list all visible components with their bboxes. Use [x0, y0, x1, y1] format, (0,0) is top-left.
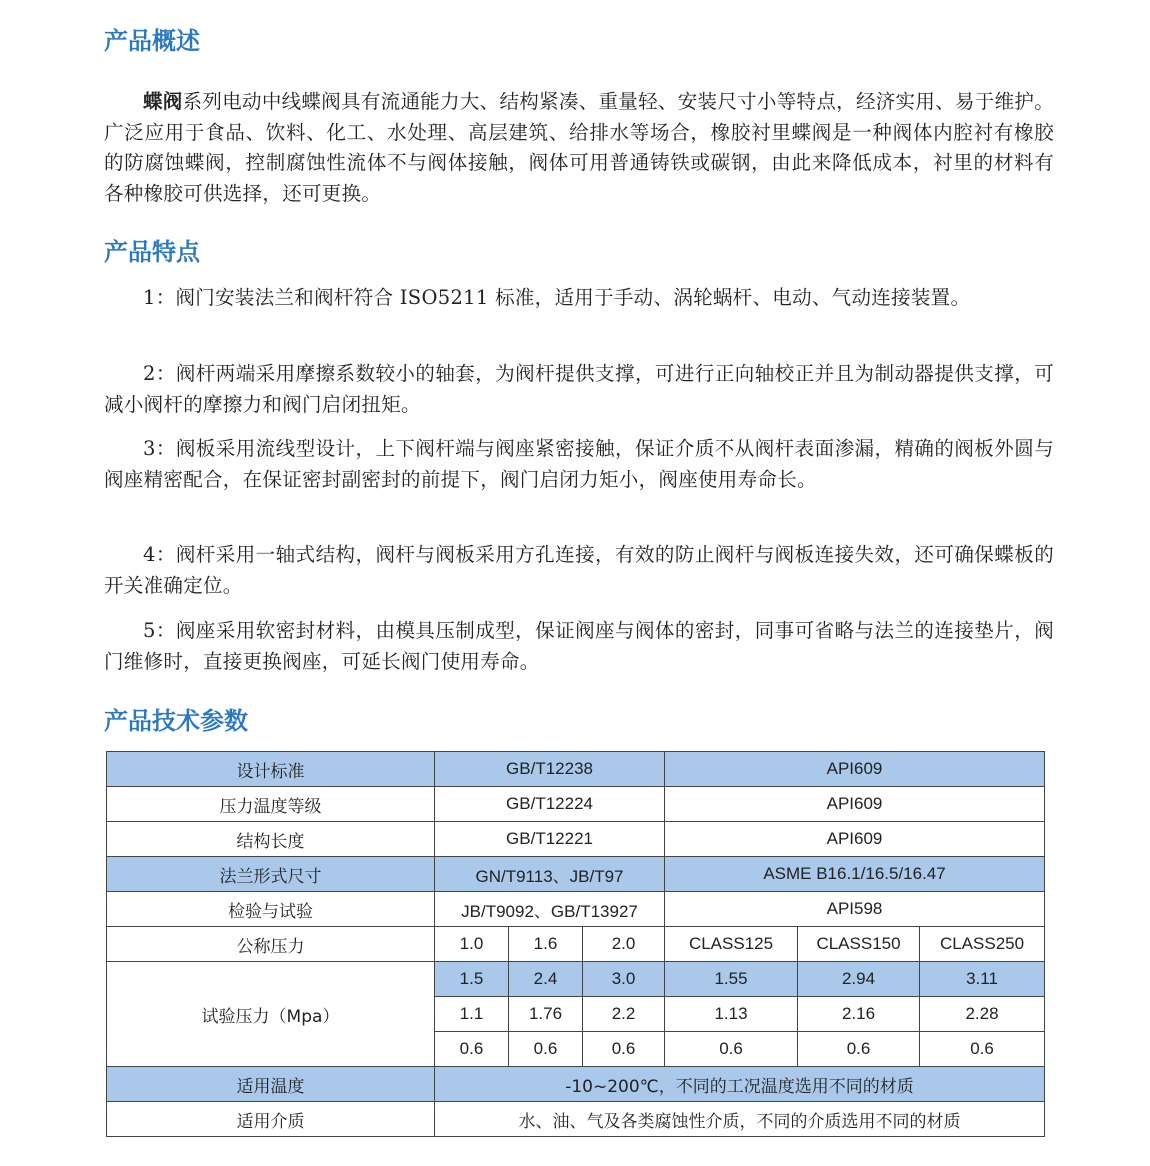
spec-label: 检验与试验: [107, 892, 435, 927]
spec-cell: 3.11: [920, 962, 1045, 997]
spec-cell: GB/T12221: [435, 822, 665, 857]
spec-cell: 2.28: [920, 997, 1045, 1032]
feature-item-1: 1：阀门安装法兰和阀杆符合 ISO5211 标准，适用于手动、涡轮蜗杆、电动、气动连接装置。: [143, 286, 971, 309]
spec-cell: 2.16: [798, 997, 920, 1032]
spec-cell: 1.55: [665, 962, 798, 997]
feature-item-2: 2：阀杆两端采用摩擦系数较小的轴套，为阀杆提供支撑，可进行正向轴校正并且为制动器提供支撑，可减小阀杆的摩擦力和阀门启闭扭矩。: [104, 362, 1054, 416]
overview-text: 系列电动中线蝶阀具有流通能力大、结构紧凑、重量轻、安装尺寸小等特点，经济实用、易于维护。广泛应用于食品、饮料、化工、水处理、高层建筑、给排水等场合，橡胶衬里蝶阀是一种阀体内腔衬有橡胶的防腐蚀蝶阀，控制腐蚀性流体不与阀体接触，阀体可用普通铸铁或碳钢，由此来降低成本，衬里的材料有各种橡胶可供选择，还可更换。: [104, 90, 1054, 205]
spec-cell: 2.94: [798, 962, 920, 997]
spec-cell: 0.6: [509, 1032, 583, 1067]
feature-item-4: 4：阀杆采用一轴式结构，阀杆与阀板采用方孔连接，有效的防止阀杆与阀板连接失效，还可确保蝶板的开关准确定位。: [104, 543, 1054, 597]
spec-cell: 3.0: [583, 962, 665, 997]
table-row: [107, 927, 1045, 962]
table-row: [107, 822, 1045, 857]
spec-cell: API598: [665, 892, 1045, 927]
spec-label: 法兰形式尺寸: [107, 857, 435, 892]
overview-lead: 蝶阀: [143, 90, 183, 113]
spec-cell: 1.0: [435, 927, 509, 962]
spec-table: [106, 751, 1045, 1137]
spec-cell: 0.6: [920, 1032, 1045, 1067]
overview-heading: 产品概述: [104, 27, 200, 55]
spec-cell: ASME B16.1/16.5/16.47: [665, 857, 1045, 892]
spec-cell: GB/T12238: [435, 752, 665, 787]
spec-cell: 0.6: [798, 1032, 920, 1067]
spec-cell: 1.76: [509, 997, 583, 1032]
spec-cell: 1.13: [665, 997, 798, 1032]
spec-cell: GN/T9113、JB/T97: [435, 857, 665, 892]
overview-paragraph: [104, 87, 1054, 209]
spec-label: 适用温度: [107, 1067, 435, 1102]
spec-cell: CLASS250: [920, 927, 1045, 962]
spec-cell: 0.6: [583, 1032, 665, 1067]
spec-label: 结构长度: [107, 822, 435, 857]
spec-cell: GB/T12224: [435, 787, 665, 822]
spec-cell: CLASS125: [665, 927, 798, 962]
spec-cell: 水、油、气及各类腐蚀性介质，不同的介质选用不同的材质: [435, 1102, 1045, 1137]
feature-item-3: 3：阀板采用流线型设计，上下阀杆端与阀座紧密接触，保证介质不从阀杆表面渗漏，精确的阀板外圆与阀座精密配合，在保证密封副密封的前提下，阀门启闭力矩小，阀座使用寿命长。: [104, 437, 1054, 491]
spec-label: 试验压力（Mpa）: [107, 962, 435, 1067]
spec-cell: JB/T9092、GB/T13927: [435, 892, 665, 927]
specs-heading: 产品技术参数: [104, 707, 248, 735]
spec-cell: -10~200℃，不同的工况温度选用不同的材质: [435, 1067, 1045, 1102]
feature-item-5: 5：阀座采用软密封材料，由模具压制成型，保证阀座与阀体的密封，同事可省略与法兰的连接垫片，阀门维修时，直接更换阀座，可延长阀门使用寿命。: [104, 619, 1054, 673]
spec-cell: 0.6: [435, 1032, 509, 1067]
spec-cell: API609: [665, 752, 1045, 787]
spec-cell: API609: [665, 822, 1045, 857]
spec-cell: 0.6: [665, 1032, 798, 1067]
spec-cell: 1.6: [509, 927, 583, 962]
table-row: [107, 857, 1045, 892]
spec-cell: API609: [665, 787, 1045, 822]
spec-cell: CLASS150: [798, 927, 920, 962]
features-heading: 产品特点: [104, 238, 200, 266]
spec-cell: 2.4: [509, 962, 583, 997]
spec-cell: 2.0: [583, 927, 665, 962]
table-row: [107, 892, 1045, 927]
table-row: [107, 787, 1045, 822]
table-row: [107, 962, 1045, 997]
table-row: [107, 752, 1045, 787]
spec-label: 压力温度等级: [107, 787, 435, 822]
spec-label: 适用介质: [107, 1102, 435, 1137]
spec-cell: 1.5: [435, 962, 509, 997]
spec-label: 公称压力: [107, 927, 435, 962]
table-row: [107, 1067, 1045, 1102]
spec-label: 设计标准: [107, 752, 435, 787]
table-row: [107, 1102, 1045, 1137]
spec-cell: 1.1: [435, 997, 509, 1032]
spec-cell: 2.2: [583, 997, 665, 1032]
